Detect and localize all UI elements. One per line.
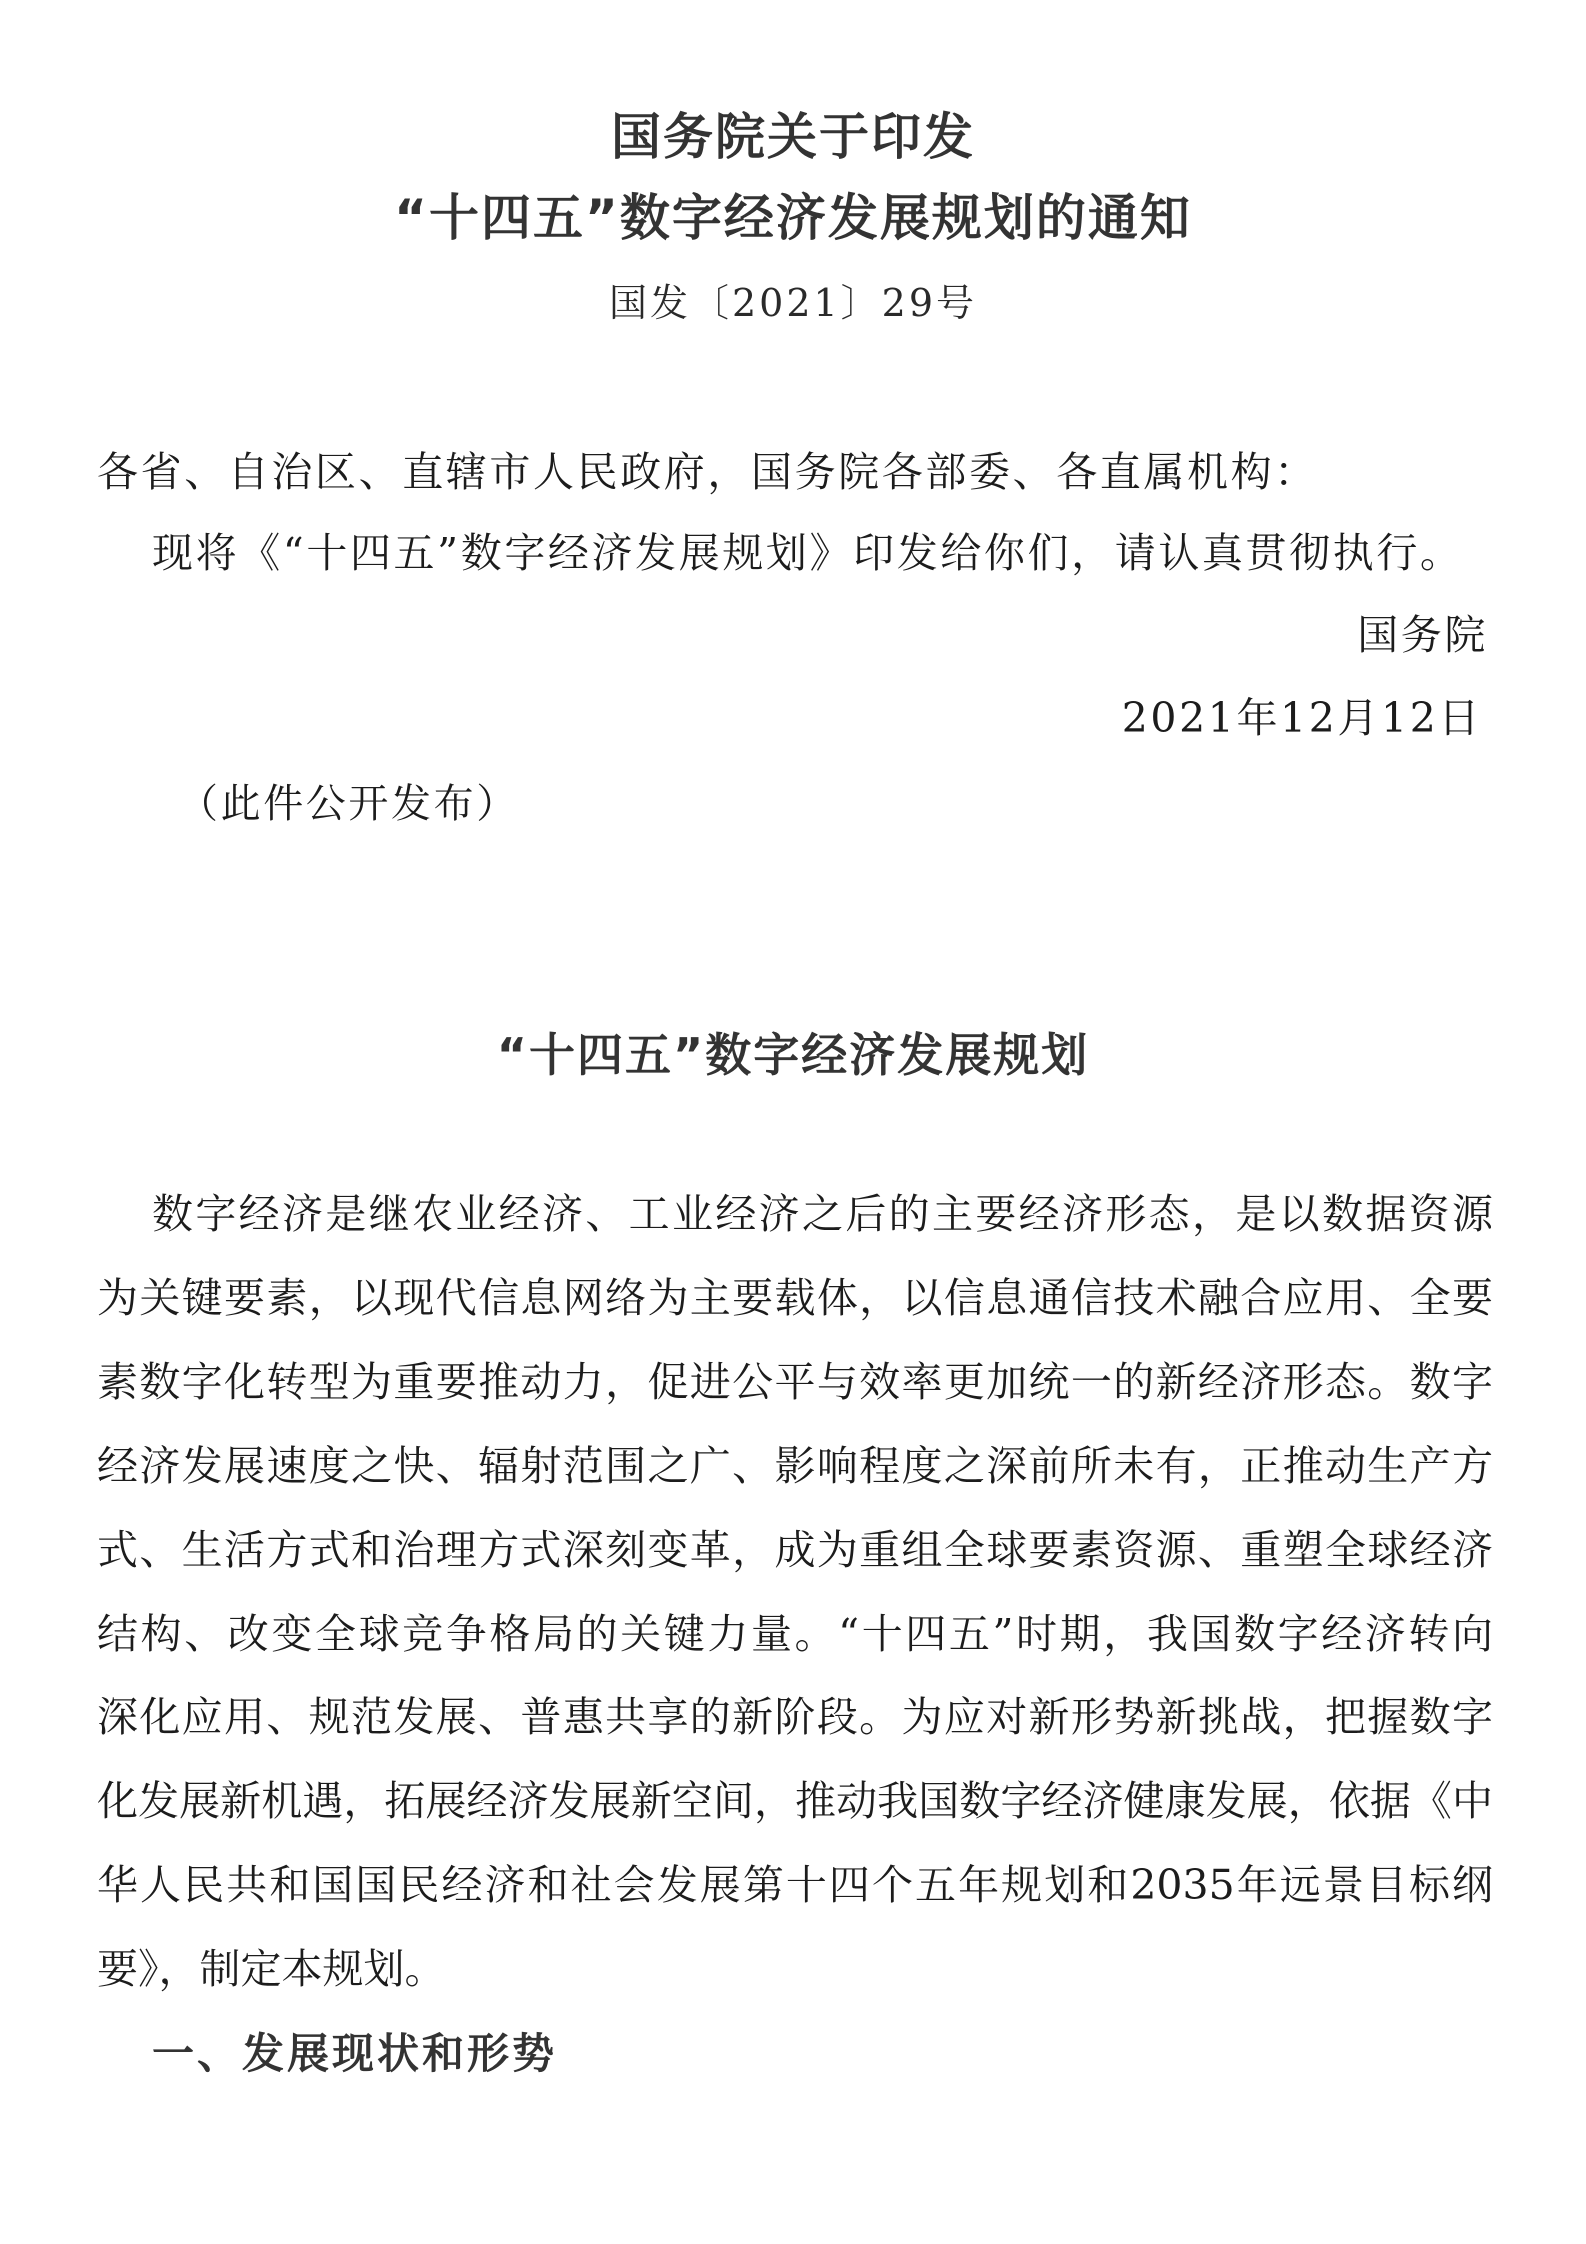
issue-date: 2021年12月12日 [1121, 694, 1482, 742]
notice-body: 现将《“十四五”数字经济发展规划》印发给你们，请认真贯彻执行。 [152, 529, 1464, 577]
paragraph-line: 深化应用、规范发展、普惠共享的新阶段。为应对新形势新挑战，把握数字 [97, 1693, 1493, 1741]
paragraph-line: 为关键要素，以现代信息网络为主要载体，以信息通信技术融合应用、全要 [97, 1274, 1493, 1322]
publication-note: （此件公开发布） [178, 781, 519, 827]
document-number: 国发〔2021〕29号 [608, 281, 978, 325]
paragraph-line: 华人民共和国国民经济和社会发展第十四个五年规划和2035年远景目标纲 [97, 1861, 1493, 1909]
paragraph-line: 要》，制定本规划。 [97, 1945, 446, 1993]
paragraph-line: 素数字化转型为重要推动力，促进公平与效率更加统一的新经济形态。数字 [97, 1358, 1493, 1406]
signature: 国务院 [1357, 611, 1488, 659]
section-heading: 一、发展现状和形势 [152, 2029, 558, 2078]
paragraph-line: 结构、改变全球竞争格局的关键力量。“十四五”时期，我国数字经济转向 [97, 1610, 1493, 1658]
paragraph-line: 数字经济是继农业经济、工业经济之后的主要经济形态，是以数据资源 [152, 1190, 1493, 1238]
notice-title-line-2: “十四五”数字经济发展规划的通知 [394, 189, 1192, 247]
notice-title-line-1: 国务院关于印发 [611, 108, 975, 166]
paragraph-line: 式、生活方式和治理方式深刻变革，成为重组全球要素资源、重塑全球经济 [97, 1526, 1493, 1574]
plan-title: “十四五”数字经济发展规划 [496, 1028, 1090, 1082]
paragraph-line: 化发展新机遇，拓展经济发展新空间，推动我国数字经济健康发展，依据《中 [97, 1777, 1493, 1825]
salutation: 各省、自治区、直辖市人民政府，国务院各部委、各直属机构： [97, 448, 1318, 496]
paragraph-line: 经济发展速度之快、辐射范围之广、影响程度之深前所未有，正推动生产方 [97, 1442, 1493, 1490]
